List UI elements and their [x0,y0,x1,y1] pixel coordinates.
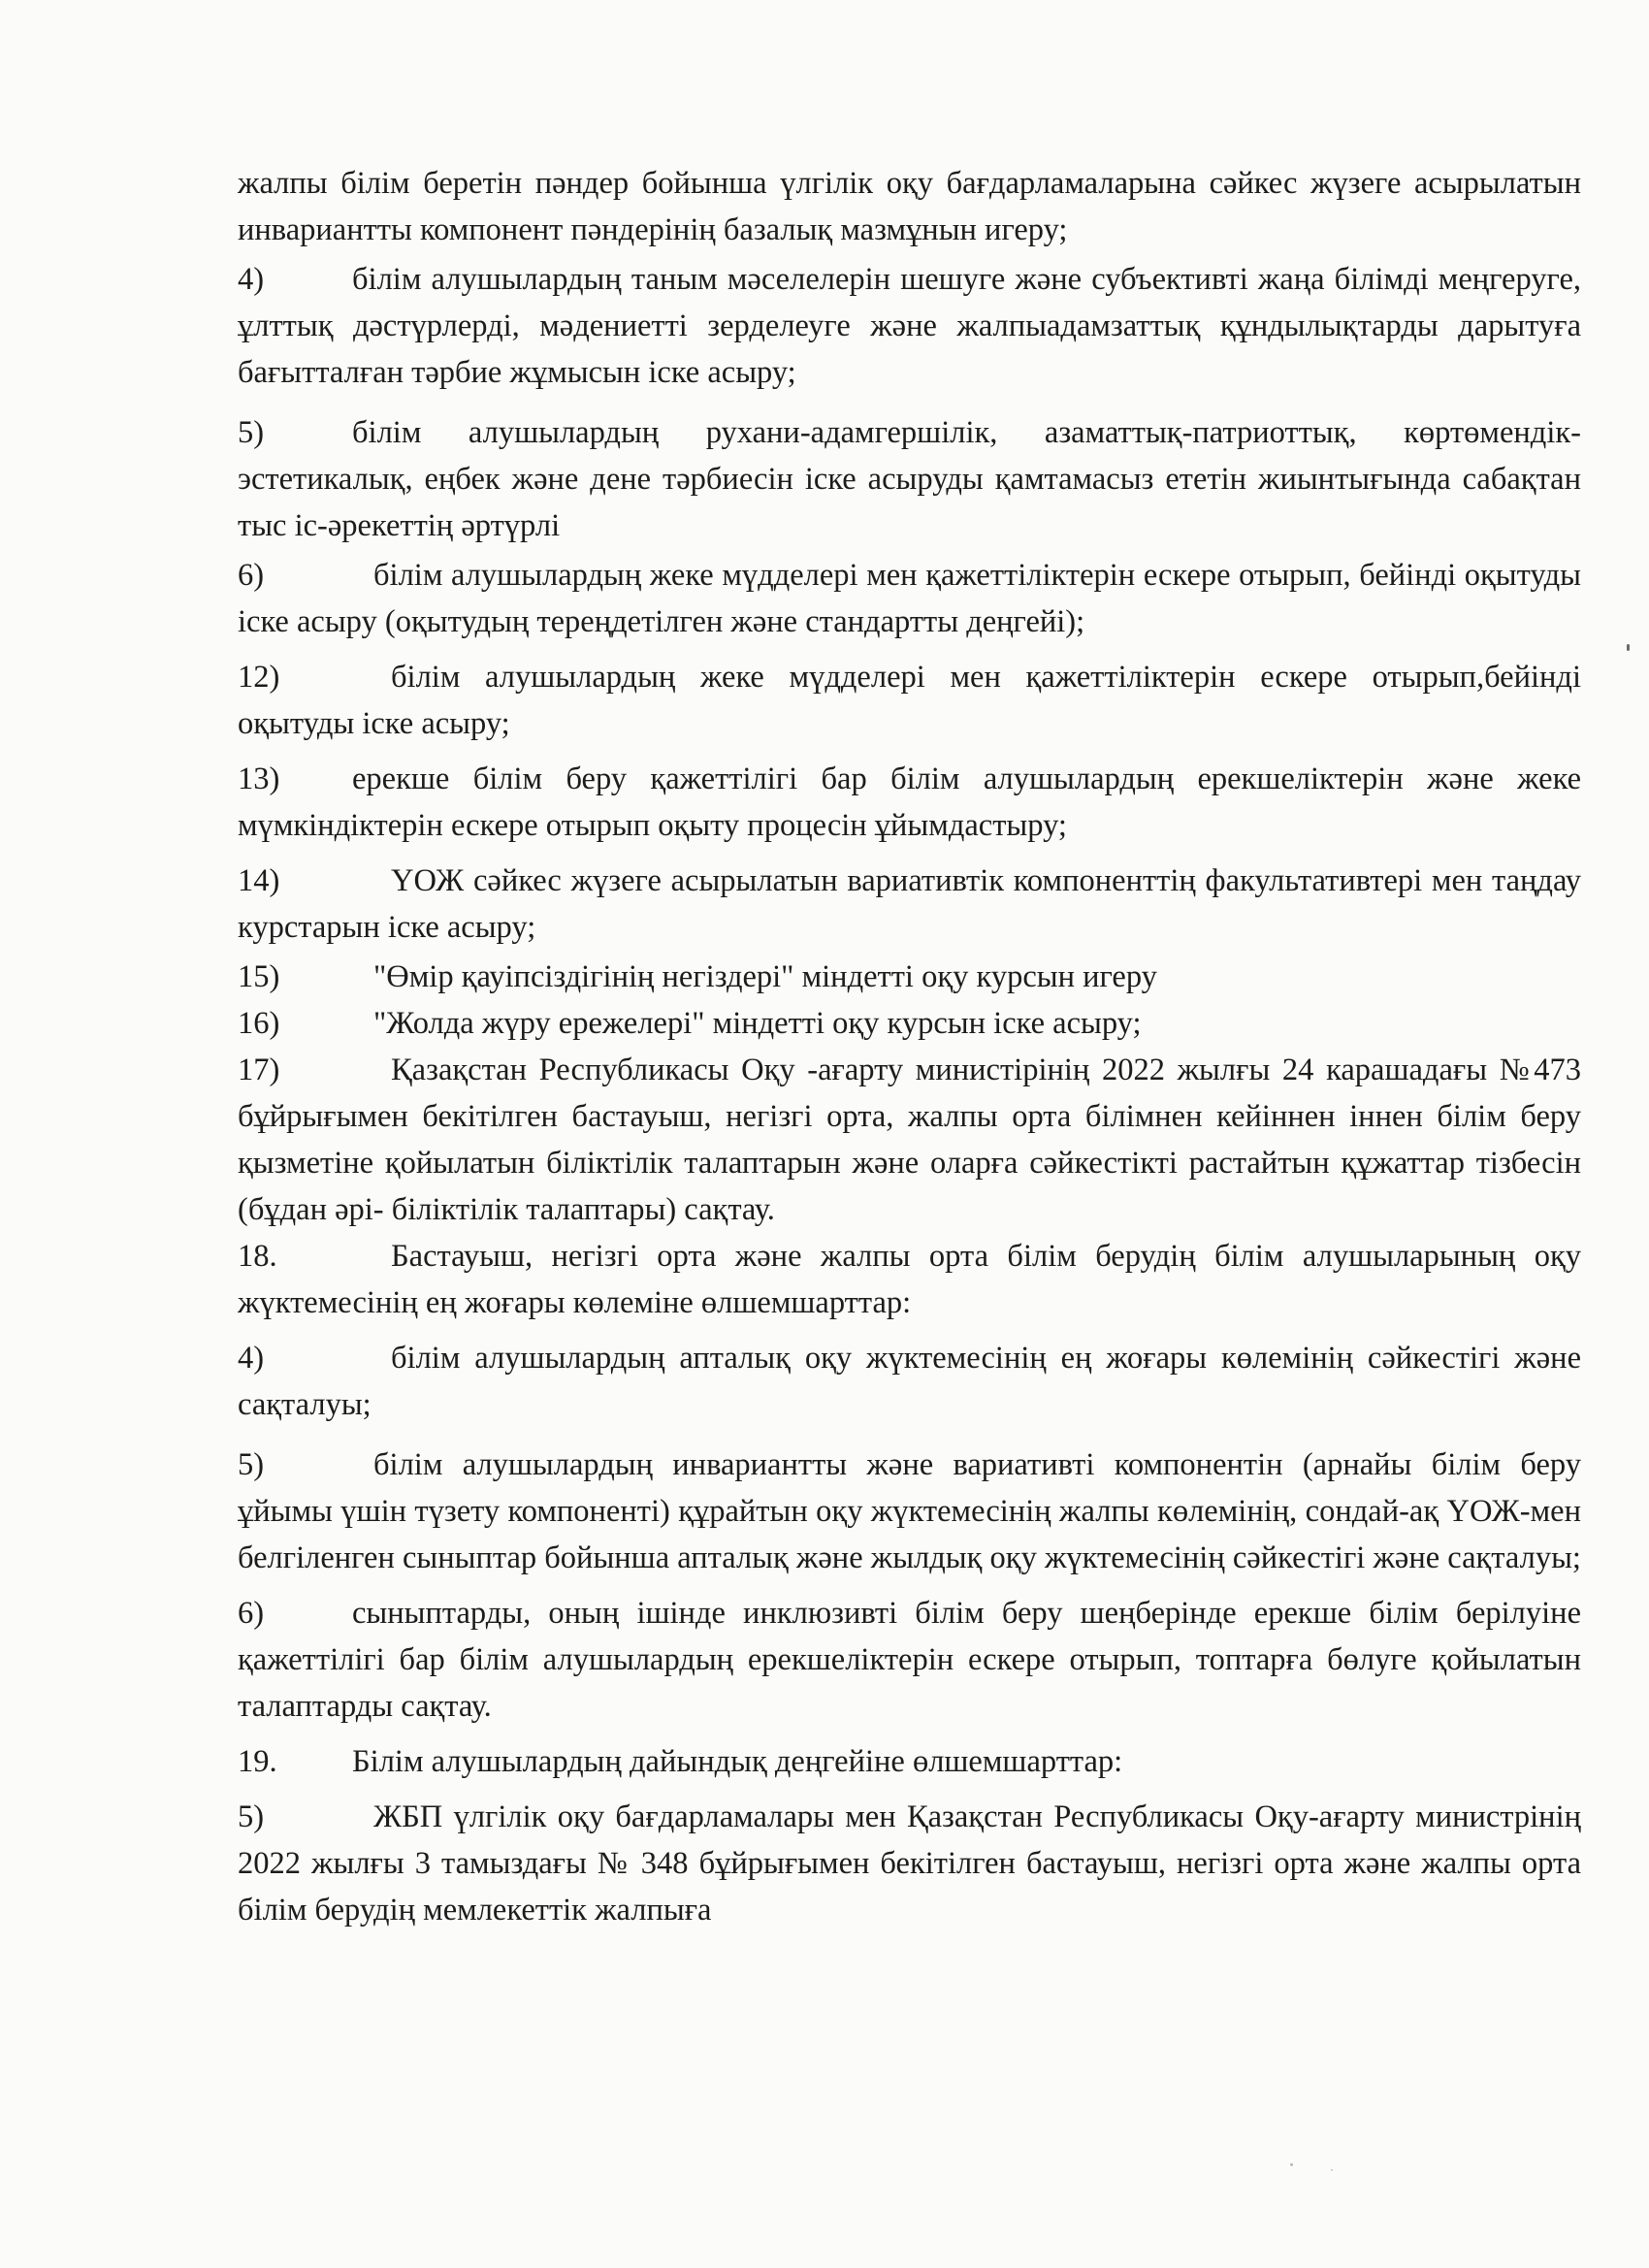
paragraph-text: Бастауыш, негізгі орта және жалпы орта білім берудің білім алушыларының оқу жүктемесінің ең жоғары көлеміне өлшемшарттар: [238,1239,1581,1320]
item-number: 5) [238,415,265,450]
paragraph-text: сыныптарды, оның ішінде инклюзивті білім беру шеңберінде ерекше білім берілуіне қажеттілігі бар білім алушылардың ерекшеліктерін ескере отырып, топтарға бөлуге қойылатын талаптарды сақтау. [238,1596,1581,1724]
list-item-5 [238,409,1581,549]
list-item-4b [238,1335,1581,1428]
item-number: 5) [238,1799,265,1834]
item-number: 15) [238,959,280,994]
list-item-17 [238,1047,1581,1233]
paragraph-text: "Жолда жүру ережелері" міндетті оқу курсын іске асыру; [373,1006,1142,1041]
document-body [238,160,1581,1933]
scan-speck [1627,644,1630,651]
section-19 [238,1738,1581,1785]
item-number: 6) [238,1596,265,1631]
list-item-16 [238,1000,1581,1047]
paragraph-continuation [238,160,1581,253]
list-item-6 [238,552,1581,645]
item-number: 4) [238,262,265,297]
paragraph-text: білім алушылардың апталық оқу жүктемесінің ең жоғары көлемінің сәйкестігі және сақталуы; [238,1341,1581,1422]
paragraph-text: ЖБП үлгілік оқу бағдарламалары мен Қазақстан Республикасы Оқу-ағарту министрінің 2022 жылғы 3 тамыздағы № 348 бұйрығымен бекітілген бастауыш, негізгі орта және жалпы орта білім берудің мемлекеттік жалпыға [238,1799,1581,1928]
item-number: 18. [238,1239,277,1274]
list-item-5c [238,1794,1581,1933]
item-number: 4) [238,1341,265,1376]
item-number: 5) [238,1447,265,1482]
paragraph-text: білім алушылардың таным мәселелерін шешуге және субъективті жаңа білімді меңгеруге, ұлттық дәстүрлерді, мәдениетті зерделеуге және жалпыадамзаттық құндылықтарды дарытуға бағытталған тәрбие жұмысын іске асыру; [238,262,1581,390]
paragraph-text: ерекше білім беру қажеттілігі бар білім алушылардың ерекшеліктерін және жеке мүмкіндіктерін ескере отырып оқыту процесін ұйымдастыру; [238,761,1581,843]
item-number: 16) [238,1006,280,1041]
list-item-12 [238,654,1581,747]
item-number: 19. [238,1744,277,1779]
paragraph-text: білім алушылардың рухани-адамгершілік, азаматтық-патриоттық, көртөмендік-эстетикалық, еңбек және дене тәрбиесін іске асыруды қамтамасыз ететін жиынтығында сабақтан тыс іс-әрекеттің әртүрлі [238,415,1581,543]
list-item-13 [238,756,1581,849]
item-number: 14) [238,863,280,898]
paragraph-text: "Өмір қауіпсіздігінің негіздері" міндетті оқу курсын игеру [373,959,1157,994]
paragraph-text: жалпы білім беретін пәндер бойынша үлгілік оқу бағдарламаларына сәйкес жүзеге асырылатын инвариантты компонент пәндерінің базалық мазмұнын игеру; [238,166,1581,247]
item-number: 13) [238,761,280,796]
item-number: 6) [238,558,265,593]
scan-speck [1290,2163,1293,2166]
paragraph-text: ҮОЖ сәйкес жүзеге асырылатын вариативтік компоненттің факультативтері мен таңдау курстарын іске асыру; [238,863,1581,945]
list-item-14 [238,858,1581,951]
list-item-6b [238,1590,1581,1730]
paragraph-text: білім алушылардың жеке мүдделері мен қажеттіліктерін ескере отырып, бейінді оқытуды іске асыру (оқытудың тереңдетілген және стандартты деңгейі); [238,558,1581,639]
list-item-4 [238,256,1581,396]
item-number: 12) [238,660,280,695]
paragraph-text: Білім алушылардың дайындық деңгейіне өлшемшарттар: [352,1744,1123,1779]
list-item-5b [238,1442,1581,1581]
paragraph-text: Қазақстан Республикасы Оқу -ағарту министірінің 2022 жылғы 24 карашадағы №473 бұйрығымен бекітілген бастауыш, негізгі орта, жалпы орта білімнен кейіннен іннен білім беру қызметіне қойылатын біліктілік талаптарын және оларға сәйкестікті растайтын құжаттар тізбесін (бұдан әрі- біліктілік талаптары) сақтау. [238,1053,1581,1227]
item-number: 17) [238,1053,280,1087]
scan-speck [1331,2169,1333,2171]
paragraph-text: білім алушылардың жеке мүдделері мен қажеттіліктерін ескере отырып,бейінді оқытуды іске асыру; [238,660,1581,741]
section-18 [238,1233,1581,1326]
list-item-15 [238,954,1581,1000]
paragraph-text: білім алушылардың инвариантты және вариативті компонентін (арнайы білім беру ұйымы үшін түзету компоненті) құрайтын оқу жүктемесінің жалпы көлемінің, сондай-ақ ҮОЖ-мен белгіленген сыныптар бойынша апталық және жылдық оқу жүктемесінің сәйкестігі және сақталуы; [238,1447,1581,1575]
